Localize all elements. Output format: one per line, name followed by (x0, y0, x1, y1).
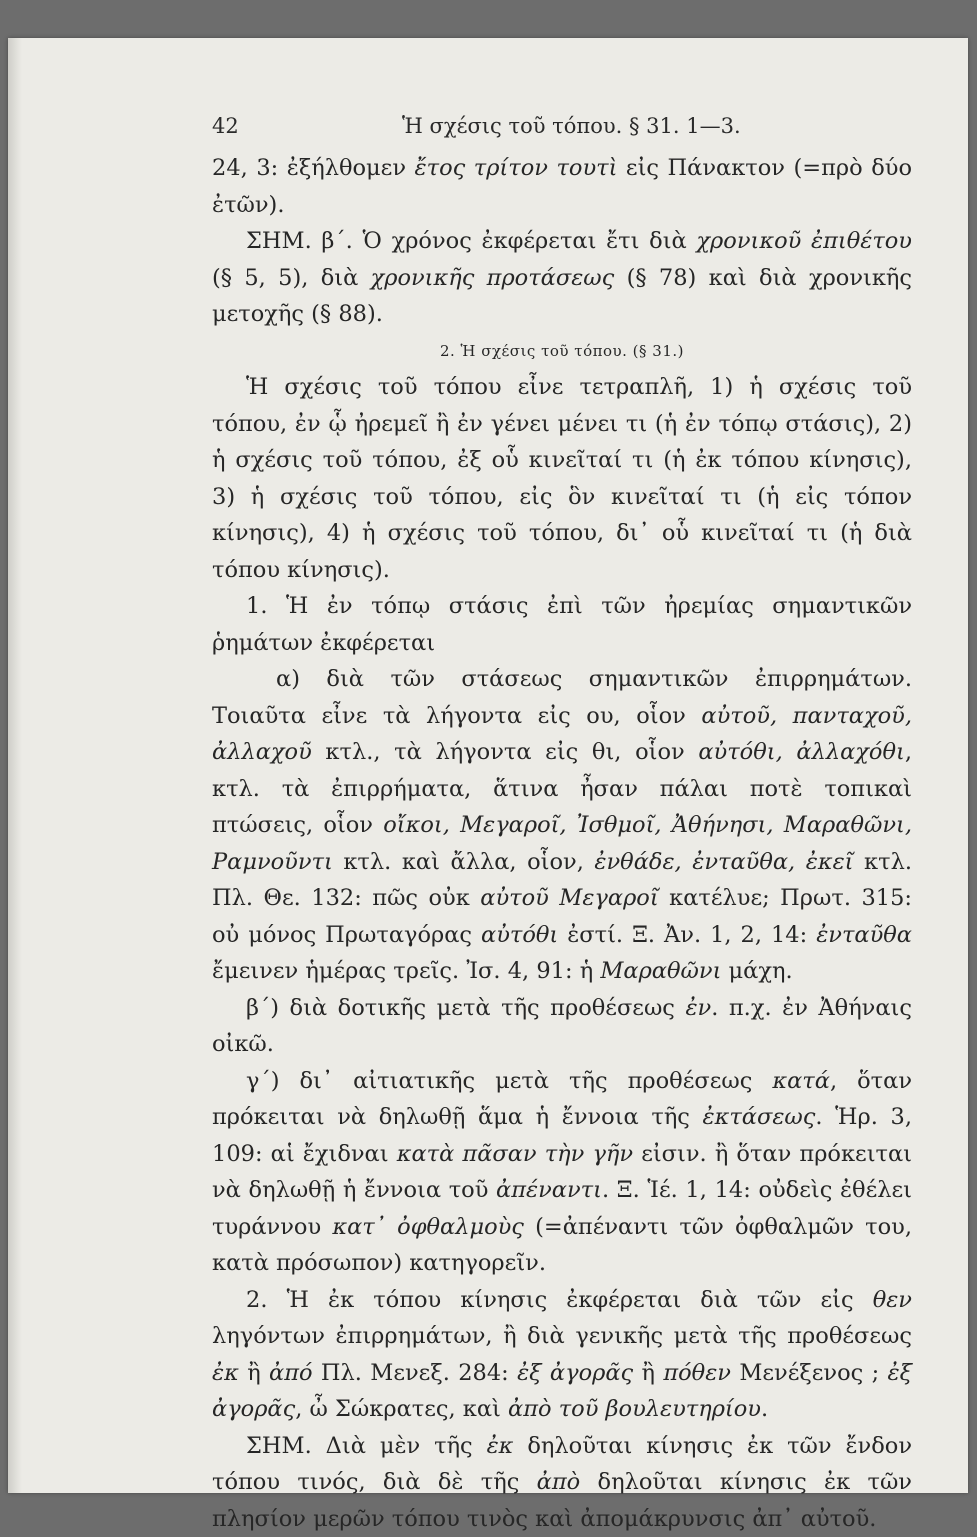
page-number: 42 (212, 114, 239, 138)
paragraph-continuation: 24, 3: ἐξήλθομεν ἔτος τρίτον τουτὶ εἰς Πάνακτον (=πρὸ δύο ἐτῶν). (212, 150, 912, 223)
body-text (212, 150, 912, 1537)
page-header (212, 114, 902, 144)
note-final: ΣΗΜ. Διὰ μὲν τῆς ἐκ δηλοῦται κίνησις ἐκ τῶν ἔνδον τόπου τινός, διὰ δὲ τῆς ἀπὸ δηλοῦται κίνησις ἐκ τῶν πλησίον μερῶν τόπου τινὸς καὶ ἀπομάκρυνσις ἀπ᾽ αὐτοῦ. (212, 1428, 912, 1537)
paragraph-intro: Ἡ σχέσις τοῦ τόπου εἶνε τετραπλῆ, 1) ἡ σχέσις τοῦ τόπου, ἐν ᾧ ἠρεμεῖ ἢ ἐν γένει μένει τι (ἡ ἐν τόπῳ στάσις), 2) ἡ σχέσις τοῦ τόπου, ἐξ οὗ κινεῖταί τι (ἡ ἐκ τόπου κίνησις), 3) ἡ σχέσις τοῦ τόπου, εἰς ὃν κινεῖταί τι (ἡ εἰς τόπον κίνησις), 4) ἡ σχέσις τοῦ τόπου, δι᾽ οὗ κινεῖταί τι (ἡ διὰ τόπου κίνησις). (212, 369, 912, 588)
paragraph-1: 1. Ἡ ἐν τόπῳ στάσις ἐπὶ τῶν ἠρεμίας σημαντικῶν ῥημάτων ἐκφέρεται (212, 588, 912, 661)
paragraph-alpha: α) διὰ τῶν στάσεως σημαντικῶν ἐπιρρημάτων. Τοιαῦτα εἶνε τὰ λήγοντα εἰς ου, οἷον αὐτοῦ, πανταχοῦ, ἀλλαχοῦ κτλ., τὰ λήγοντα εἰς θι, οἷον αὐτόθι, ἀλλαχόθι, κτλ. τὰ ἐπιρρήματα, ἅτινα ἦσαν πάλαι ποτὲ τοπικαὶ πτώσεις, οἷον οἴκοι, Μεγαροῖ, Ἰσθμοῖ, Ἀθήνησι, Μαραθῶνι, Ραμνοῦντι κτλ. καὶ ἄλλα, οἷον, ἐνθάδε, ἐνταῦθα, ἐκεῖ κτλ. Πλ. Θε. 132: πῶς οὐκ αὐτοῦ Μεγαροῖ κατέλυε; Πρωτ. 315: οὐ μόνος Πρωταγόρας αὐτόθι ἐστί. Ξ. Ἀν. 1, 2, 14: ἐνταῦθα ἔμεινεν ἡμέρας τρεῖς. Ἰσ. 4, 91: ἡ Μαραθῶνι μάχη. (212, 661, 912, 990)
section-subheading: 2. Ἡ σχέσις τοῦ τόπου. (§ 31.) (212, 333, 912, 370)
paragraph-2: 2. Ἡ ἐκ τόπου κίνησις ἐκφέρεται διὰ τῶν εἰς θεν ληγόντων ἐπιρρημάτων, ἢ διὰ γενικῆς μετὰ τῆς προθέσεως ἐκ ἢ ἀπό Πλ. Μενεξ. 284: ἐξ ἀγορᾶς ἢ πόθεν Μενέξενος ; ἐξ ἀγορᾶς, ὦ Σώκρατες, καὶ ἀπὸ τοῦ βουλευτηρίου. (212, 1282, 912, 1428)
running-title: Ἡ σχέσις τοῦ τόπου. § 31. 1—3. (402, 114, 741, 138)
note-beta: ΣΗΜ. β΄. Ὁ χρόνος ἐκφέρεται ἔτι διὰ χρονικοῦ ἐπιθέτου (§ 5, 5), διὰ χρονικῆς προτάσεως (§ 78) καὶ διὰ χρονικῆς μετοχῆς (§ 88). (212, 223, 912, 333)
page-edge (8, 38, 22, 1493)
paragraph-beta: β΄) διὰ δοτικῆς μετὰ τῆς προθέσεως ἐν. π.χ. ἐν Ἀθήναις οἰκῶ. (212, 990, 912, 1063)
paragraph-gamma: γ΄) δι᾽ αἰτιατικῆς μετὰ τῆς προθέσεως κατά, ὅταν πρόκειται νὰ δηλωθῇ ἅμα ἡ ἔννοια τῆς ἐκτάσεως. Ἡρ. 3, 109: αἱ ἔχιδναι κατὰ πᾶσαν τὴν γῆν εἰσιν. ἢ ὅταν πρόκειται νὰ δηλωθῇ ἡ ἔννοια τοῦ ἀπέναντι. Ξ. Ἱέ. 1, 14: οὐδεὶς ἐθέλει τυράννου κατ᾽ ὀφθαλμοὺς (=ἀπέναντι τῶν ὀφθαλμῶν του, κατὰ πρόσωπον) κατηγορεῖν. (212, 1063, 912, 1282)
